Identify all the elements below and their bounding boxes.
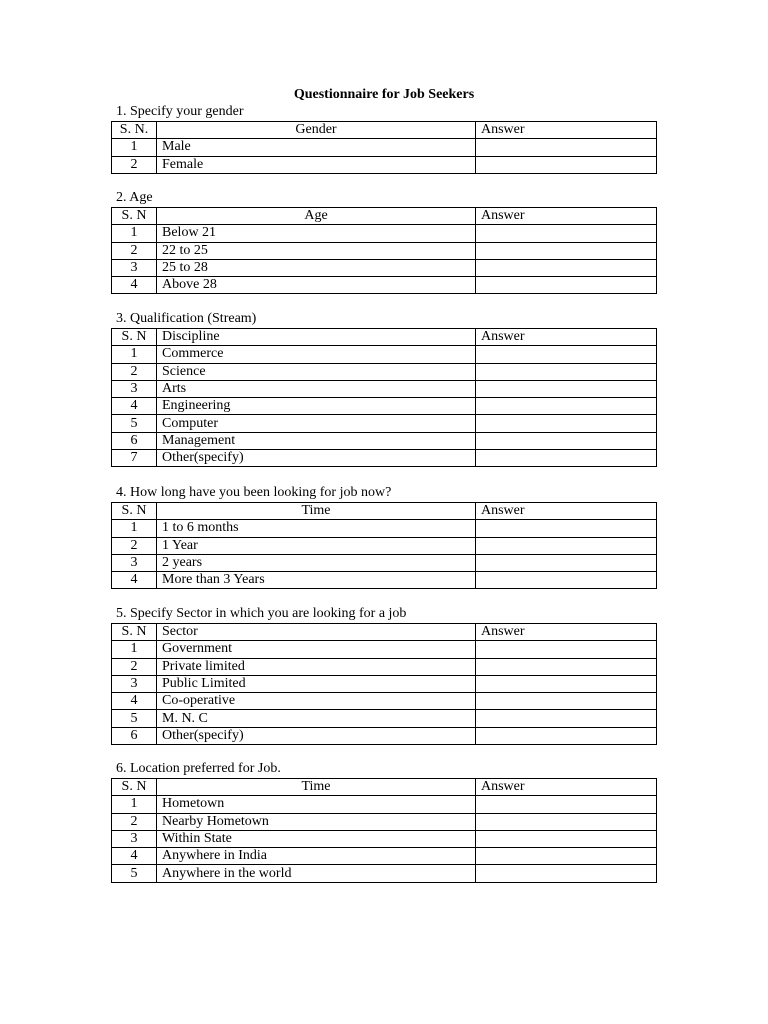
question-age: 2. Age: [116, 190, 153, 205]
row-number: 6: [112, 432, 157, 449]
answer-cell[interactable]: [476, 398, 657, 415]
header-sn: S. N: [112, 779, 157, 796]
answer-cell[interactable]: [476, 727, 657, 744]
row-number: 4: [112, 848, 157, 865]
table-qualification: [111, 328, 657, 467]
header-option: Discipline: [157, 329, 476, 346]
table-row: [112, 727, 657, 744]
section-sector: [111, 605, 657, 745]
table-row: [112, 848, 657, 865]
row-number: 2: [112, 363, 157, 380]
row-option: 1 to 6 months: [157, 520, 476, 537]
row-option: Public Limited: [157, 675, 476, 692]
row-option: Science: [157, 363, 476, 380]
row-option: Above 28: [157, 277, 476, 294]
header-sn: S. N: [112, 624, 157, 641]
row-number: 1: [112, 346, 157, 363]
row-number: 3: [112, 830, 157, 847]
header-answer: Answer: [476, 122, 657, 139]
row-number: 2: [112, 242, 157, 259]
table-location: [111, 778, 657, 883]
section-qualification: [111, 310, 657, 467]
page-title: Questionnaire for Job Seekers: [293, 87, 475, 102]
table-row: [112, 658, 657, 675]
row-number: 4: [112, 398, 157, 415]
answer-cell[interactable]: [476, 156, 657, 173]
row-option: 2 years: [157, 554, 476, 571]
header-answer: Answer: [476, 329, 657, 346]
row-number: 3: [112, 259, 157, 276]
section-location: [111, 760, 657, 883]
table-row: [112, 363, 657, 380]
question-qualification: 3. Qualification (Stream): [116, 311, 257, 326]
section-job-search-duration: [111, 484, 657, 589]
row-option: M. N. C: [157, 710, 476, 727]
table-row: [112, 450, 657, 467]
row-number: 2: [112, 658, 157, 675]
row-option: Co-operative: [157, 693, 476, 710]
answer-cell[interactable]: [476, 415, 657, 432]
row-option: Engineering: [157, 398, 476, 415]
row-number: 4: [112, 572, 157, 589]
row-number: 7: [112, 450, 157, 467]
question-sector: 5. Specify Sector in which you are looking for a job: [116, 606, 407, 621]
row-number: 1: [112, 520, 157, 537]
table-row: [112, 537, 657, 554]
table-row: [112, 346, 657, 363]
table-row: [112, 710, 657, 727]
row-option: More than 3 Years: [157, 572, 476, 589]
table-row: [112, 520, 657, 537]
row-option: Anywhere in India: [157, 848, 476, 865]
answer-cell[interactable]: [476, 572, 657, 589]
header-sn: S. N: [112, 208, 157, 225]
header-sn: S. N: [112, 329, 157, 346]
row-option: Below 21: [157, 225, 476, 242]
table-row: [112, 675, 657, 692]
section-gender: [111, 103, 657, 174]
row-option: Computer: [157, 415, 476, 432]
table-gender: [111, 121, 657, 174]
row-option: Within State: [157, 830, 476, 847]
row-option: Commerce: [157, 346, 476, 363]
row-option: Nearby Hometown: [157, 813, 476, 830]
row-option: Arts: [157, 380, 476, 397]
answer-cell[interactable]: [476, 432, 657, 449]
table-row: [112, 641, 657, 658]
row-number: 5: [112, 415, 157, 432]
answer-cell[interactable]: [476, 363, 657, 380]
answer-cell[interactable]: [476, 277, 657, 294]
table-row: [112, 380, 657, 397]
table-row: [112, 796, 657, 813]
table-header-row: [112, 122, 657, 139]
question-location: 6. Location preferred for Job.: [116, 761, 281, 776]
row-option: Male: [157, 139, 476, 156]
row-number: 1: [112, 641, 157, 658]
table-row: [112, 830, 657, 847]
row-number: 2: [112, 156, 157, 173]
row-number: 2: [112, 813, 157, 830]
row-option: Female: [157, 156, 476, 173]
header-sn: S. N.: [112, 122, 157, 139]
table-header-row: [112, 779, 657, 796]
answer-cell[interactable]: [476, 675, 657, 692]
row-option: 1 Year: [157, 537, 476, 554]
table-row: [112, 156, 657, 173]
table-row: [112, 225, 657, 242]
table-job-search-duration: [111, 502, 657, 589]
answer-cell[interactable]: [476, 830, 657, 847]
header-option: Time: [157, 779, 476, 796]
answer-cell[interactable]: [476, 520, 657, 537]
header-answer: Answer: [476, 503, 657, 520]
row-number: 5: [112, 710, 157, 727]
row-number: 2: [112, 537, 157, 554]
row-number: 5: [112, 865, 157, 882]
answer-cell[interactable]: [476, 380, 657, 397]
row-option: Hometown: [157, 796, 476, 813]
answer-cell[interactable]: [476, 242, 657, 259]
table-header-row: [112, 503, 657, 520]
row-option: Anywhere in the world: [157, 865, 476, 882]
row-number: 3: [112, 675, 157, 692]
answer-cell[interactable]: [476, 658, 657, 675]
answer-cell[interactable]: [476, 554, 657, 571]
header-option: Sector: [157, 624, 476, 641]
row-number: 1: [112, 225, 157, 242]
header-option: Time: [157, 503, 476, 520]
table-row: [112, 572, 657, 589]
answer-cell[interactable]: [476, 139, 657, 156]
table-row: [112, 693, 657, 710]
row-option: Private limited: [157, 658, 476, 675]
table-row: [112, 432, 657, 449]
header-option: Gender: [157, 122, 476, 139]
table-header-row: [112, 208, 657, 225]
row-number: 4: [112, 277, 157, 294]
answer-cell[interactable]: [476, 710, 657, 727]
table-row: [112, 865, 657, 882]
row-number: 3: [112, 380, 157, 397]
table-sector: [111, 623, 657, 745]
answer-cell[interactable]: [476, 796, 657, 813]
answer-cell[interactable]: [476, 225, 657, 242]
table-row: [112, 813, 657, 830]
table-age: [111, 207, 657, 294]
row-number: 1: [112, 139, 157, 156]
row-number: 1: [112, 796, 157, 813]
table-row: [112, 259, 657, 276]
answer-cell[interactable]: [476, 848, 657, 865]
answer-cell[interactable]: [476, 641, 657, 658]
row-option: 22 to 25: [157, 242, 476, 259]
answer-cell[interactable]: [476, 537, 657, 554]
header-answer: Answer: [476, 624, 657, 641]
table-row: [112, 139, 657, 156]
answer-cell[interactable]: [476, 346, 657, 363]
question-job-search-duration: 4. How long have you been looking for job now?: [116, 485, 392, 500]
table-row: [112, 277, 657, 294]
header-sn: S. N: [112, 503, 157, 520]
table-row: [112, 415, 657, 432]
row-option: 25 to 28: [157, 259, 476, 276]
answer-cell[interactable]: [476, 865, 657, 882]
header-answer: Answer: [476, 779, 657, 796]
row-number: 6: [112, 727, 157, 744]
row-option: Management: [157, 432, 476, 449]
answer-cell[interactable]: [476, 450, 657, 467]
answer-cell[interactable]: [476, 813, 657, 830]
answer-cell[interactable]: [476, 693, 657, 710]
row-option: Government: [157, 641, 476, 658]
section-age: [111, 189, 657, 294]
header-option: Age: [157, 208, 476, 225]
table-row: [112, 242, 657, 259]
answer-cell[interactable]: [476, 259, 657, 276]
row-option: Other(specify): [157, 727, 476, 744]
table-row: [112, 554, 657, 571]
row-option: Other(specify): [157, 450, 476, 467]
question-gender: 1. Specify your gender: [116, 104, 244, 119]
table-header-row: [112, 624, 657, 641]
row-number: 3: [112, 554, 157, 571]
header-answer: Answer: [476, 208, 657, 225]
table-row: [112, 398, 657, 415]
table-header-row: [112, 329, 657, 346]
row-number: 4: [112, 693, 157, 710]
